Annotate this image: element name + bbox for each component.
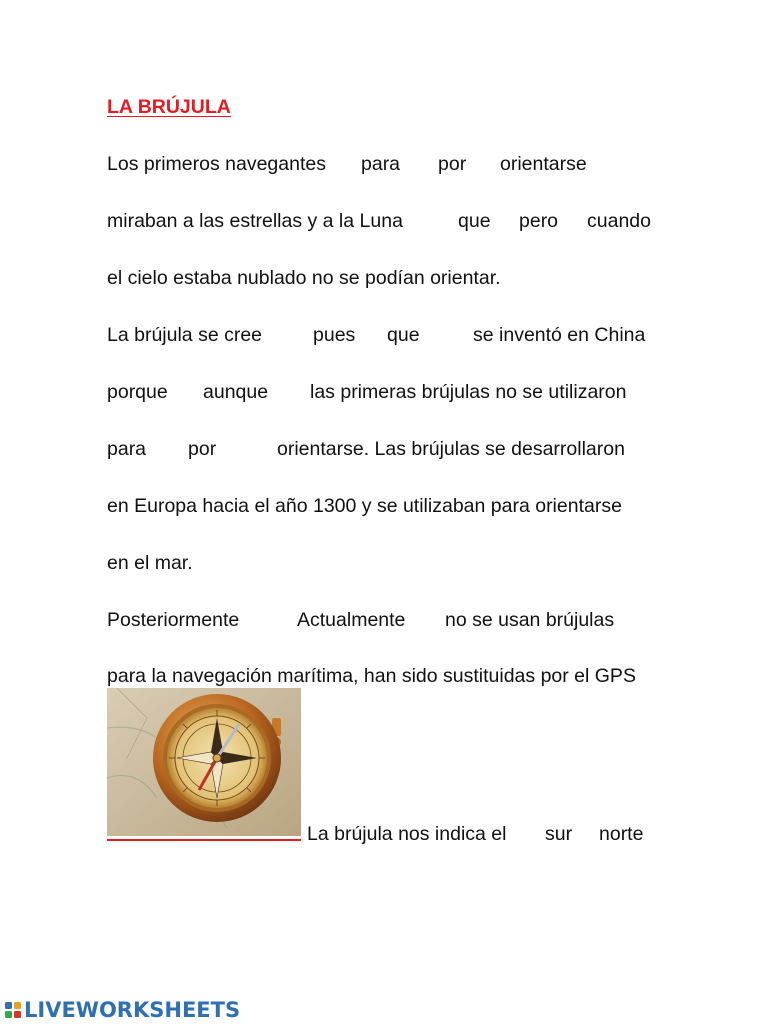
answer-option-porque[interactable]: porque xyxy=(107,381,168,403)
answer-option-por[interactable]: por xyxy=(438,153,467,175)
text-segment: no se usan brújulas xyxy=(445,609,615,631)
answer-option-para[interactable]: para xyxy=(107,438,147,460)
answer-option-norte[interactable]: norte xyxy=(599,823,644,845)
text-segment: miraban a las estrellas y a la Luna xyxy=(107,210,403,232)
text-segment: orientarse. Las brújulas se desarrollaron xyxy=(277,438,625,460)
answer-option-posteriormente[interactable]: Posteriormente xyxy=(107,609,240,631)
answer-option-pues[interactable]: pues xyxy=(313,324,356,346)
compass-image xyxy=(107,688,301,836)
logo-grid-icon xyxy=(5,1002,22,1019)
text-segment: en Europa hacia el año 1300 y se utilizaban para orientarse xyxy=(107,495,622,517)
text-segment: en el mar. xyxy=(107,552,193,574)
text-segment: La brújula nos indica el xyxy=(307,823,507,845)
text-segment: para la navegación marítima, han sido sustituidas por el GPS xyxy=(107,665,636,687)
answer-option-actualmente[interactable]: Actualmente xyxy=(297,609,406,631)
text-segment: Los primeros navegantes xyxy=(107,153,326,175)
answer-underline xyxy=(107,839,301,841)
text-segment: cuando xyxy=(587,210,651,232)
answer-option-para[interactable]: para xyxy=(361,153,401,175)
answer-option-sur[interactable]: sur xyxy=(545,823,573,845)
answer-option-que[interactable]: que xyxy=(458,210,491,232)
text-segment: La brújula se cree xyxy=(107,324,263,346)
text-segment: las primeras brújulas no se utilizaron xyxy=(310,381,627,403)
answer-option-que[interactable]: que xyxy=(387,324,420,346)
worksheet-title: LA BRÚJULA xyxy=(107,96,231,118)
brand-name: LIVEWORKSHEETS xyxy=(24,998,241,1022)
text-segment: el cielo estaba nublado no se podían orientar. xyxy=(107,267,501,289)
text-segment: orientarse xyxy=(500,153,587,175)
answer-option-aunque[interactable]: aunque xyxy=(203,381,269,403)
text-segment: se inventó en China xyxy=(473,324,646,346)
answer-option-pero[interactable]: pero xyxy=(519,210,559,232)
answer-option-por[interactable]: por xyxy=(188,438,217,460)
liveworksheets-logo xyxy=(5,997,240,1023)
